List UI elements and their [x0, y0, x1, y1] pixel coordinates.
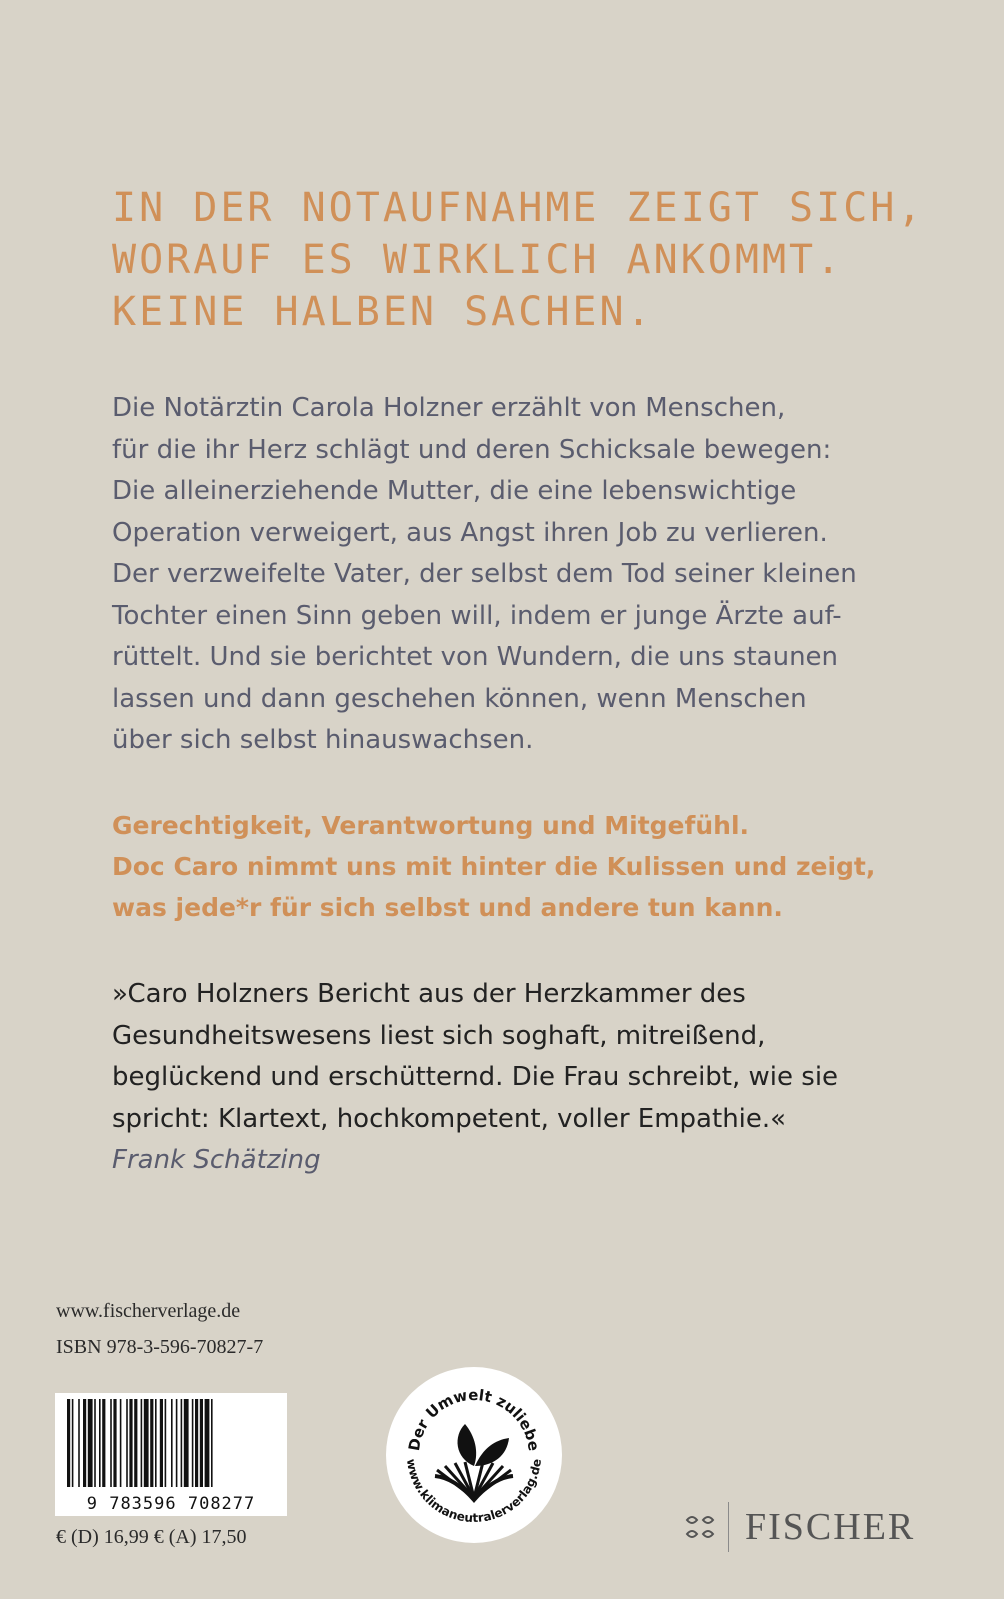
barcode-bar	[120, 1399, 122, 1487]
description-line: rüttelt. Und sie berichtet von Wundern, die uns staunen	[112, 642, 839, 672]
highlight-paragraph	[112, 805, 972, 928]
barcode-bar	[99, 1399, 101, 1487]
badge-bottom-text: www.klimaneutralerverlag.de	[403, 1457, 544, 1526]
blurb-quote	[112, 974, 972, 1182]
quote-line: spricht: Klartext, hochkompetent, voller Empathie.«	[112, 1103, 787, 1134]
barcode	[55, 1393, 287, 1516]
headline-line: WORAUF ES WIRKLICH ANKOMMT.	[112, 237, 844, 283]
eco-badge	[385, 1366, 563, 1544]
barcode-digits: 9 783596 708277	[86, 1494, 256, 1514]
description-line: Tochter einen Sinn geben will, indem er junge Ärzte auf-	[112, 600, 842, 631]
barcode-bar	[184, 1399, 189, 1487]
barcode-bar	[141, 1399, 143, 1487]
headline-line: KEINE HALBEN SACHEN.	[112, 289, 654, 335]
barcode-bars	[55, 1393, 287, 1491]
publisher-name: FISCHER	[745, 1506, 916, 1548]
barcode-bar	[72, 1399, 74, 1487]
headline-line: IN DER NOTAUFNAHME ZEIGT SICH,	[112, 185, 925, 231]
barcode-bar	[129, 1399, 132, 1487]
description-line: lassen und dann geschehen können, wenn Menschen	[112, 683, 807, 714]
barcode-bar	[195, 1399, 198, 1487]
description-paragraph	[112, 388, 982, 762]
barcode-bar	[160, 1399, 163, 1487]
barcode-bar	[94, 1399, 96, 1487]
quote-line: »Caro Holzners Bericht aus der Herzkammer des	[112, 979, 746, 1009]
isbn-text: ISBN 978-3-596-70827-7	[56, 1336, 264, 1358]
barcode-bar	[88, 1399, 93, 1487]
description-line: über sich selbst hinauswachsen.	[112, 725, 534, 755]
barcode-bar	[67, 1399, 70, 1487]
description-line: Operation verweigert, aus Angst ihren Job zu verlieren.	[112, 517, 828, 548]
headline	[112, 182, 972, 338]
description-line: für die ihr Herz schlägt und deren Schicksale bewegen:	[112, 434, 832, 465]
barcode-bar	[150, 1399, 153, 1487]
barcode-bar	[144, 1399, 149, 1487]
description-line: Die Notärztin Carola Holzner erzählt von Menschen,	[112, 393, 786, 423]
logo-divider	[728, 1502, 729, 1552]
barcode-bar	[110, 1399, 112, 1487]
barcode-bar	[205, 1399, 210, 1487]
barcode-bar	[83, 1399, 86, 1487]
quote-line: Gesundheitswesens liest sich soghaft, mitreißend,	[112, 1020, 766, 1051]
barcode-bar	[181, 1399, 183, 1487]
barcode-bar	[171, 1399, 173, 1487]
quote-line: beglückend und erschütternd. Die Frau schreibt, wie sie	[112, 1062, 839, 1092]
barcode-bar	[211, 1399, 213, 1487]
description-line: Die alleinerziehende Mutter, die eine lebenswichtige	[112, 476, 797, 506]
barcode-bar	[126, 1399, 128, 1487]
publisher-website: www.fischerverlage.de	[56, 1300, 241, 1322]
barcode-bar	[102, 1399, 105, 1487]
barcode-bar	[113, 1399, 116, 1487]
barcode-bar	[134, 1399, 137, 1487]
barcode-bar	[176, 1399, 178, 1487]
quote-author: Frank Schätzing	[112, 1145, 321, 1175]
barcode-bar	[200, 1399, 203, 1487]
barcode-bar	[192, 1399, 194, 1487]
highlight-line: Gerechtigkeit, Verantwortung und Mitgefühl.	[112, 811, 750, 840]
description-line: Der verzweifelte Vater, der selbst dem Tod seiner kleinen	[112, 559, 857, 589]
highlight-line: was jede*r für sich selbst und andere tun kann.	[112, 893, 783, 922]
fischer-fish-logo-icon	[683, 1510, 717, 1544]
highlight-line: Doc Caro nimmt uns mit hinter die Kulissen und zeigt,	[112, 852, 876, 881]
barcode-bar	[165, 1399, 167, 1487]
badge-top-text: Der Umwelt zuliebe	[404, 1385, 543, 1453]
barcode-bar	[155, 1399, 157, 1487]
barcode-bar	[78, 1399, 80, 1487]
price-text: € (D) 16,99 € (A) 17,50	[56, 1526, 247, 1548]
